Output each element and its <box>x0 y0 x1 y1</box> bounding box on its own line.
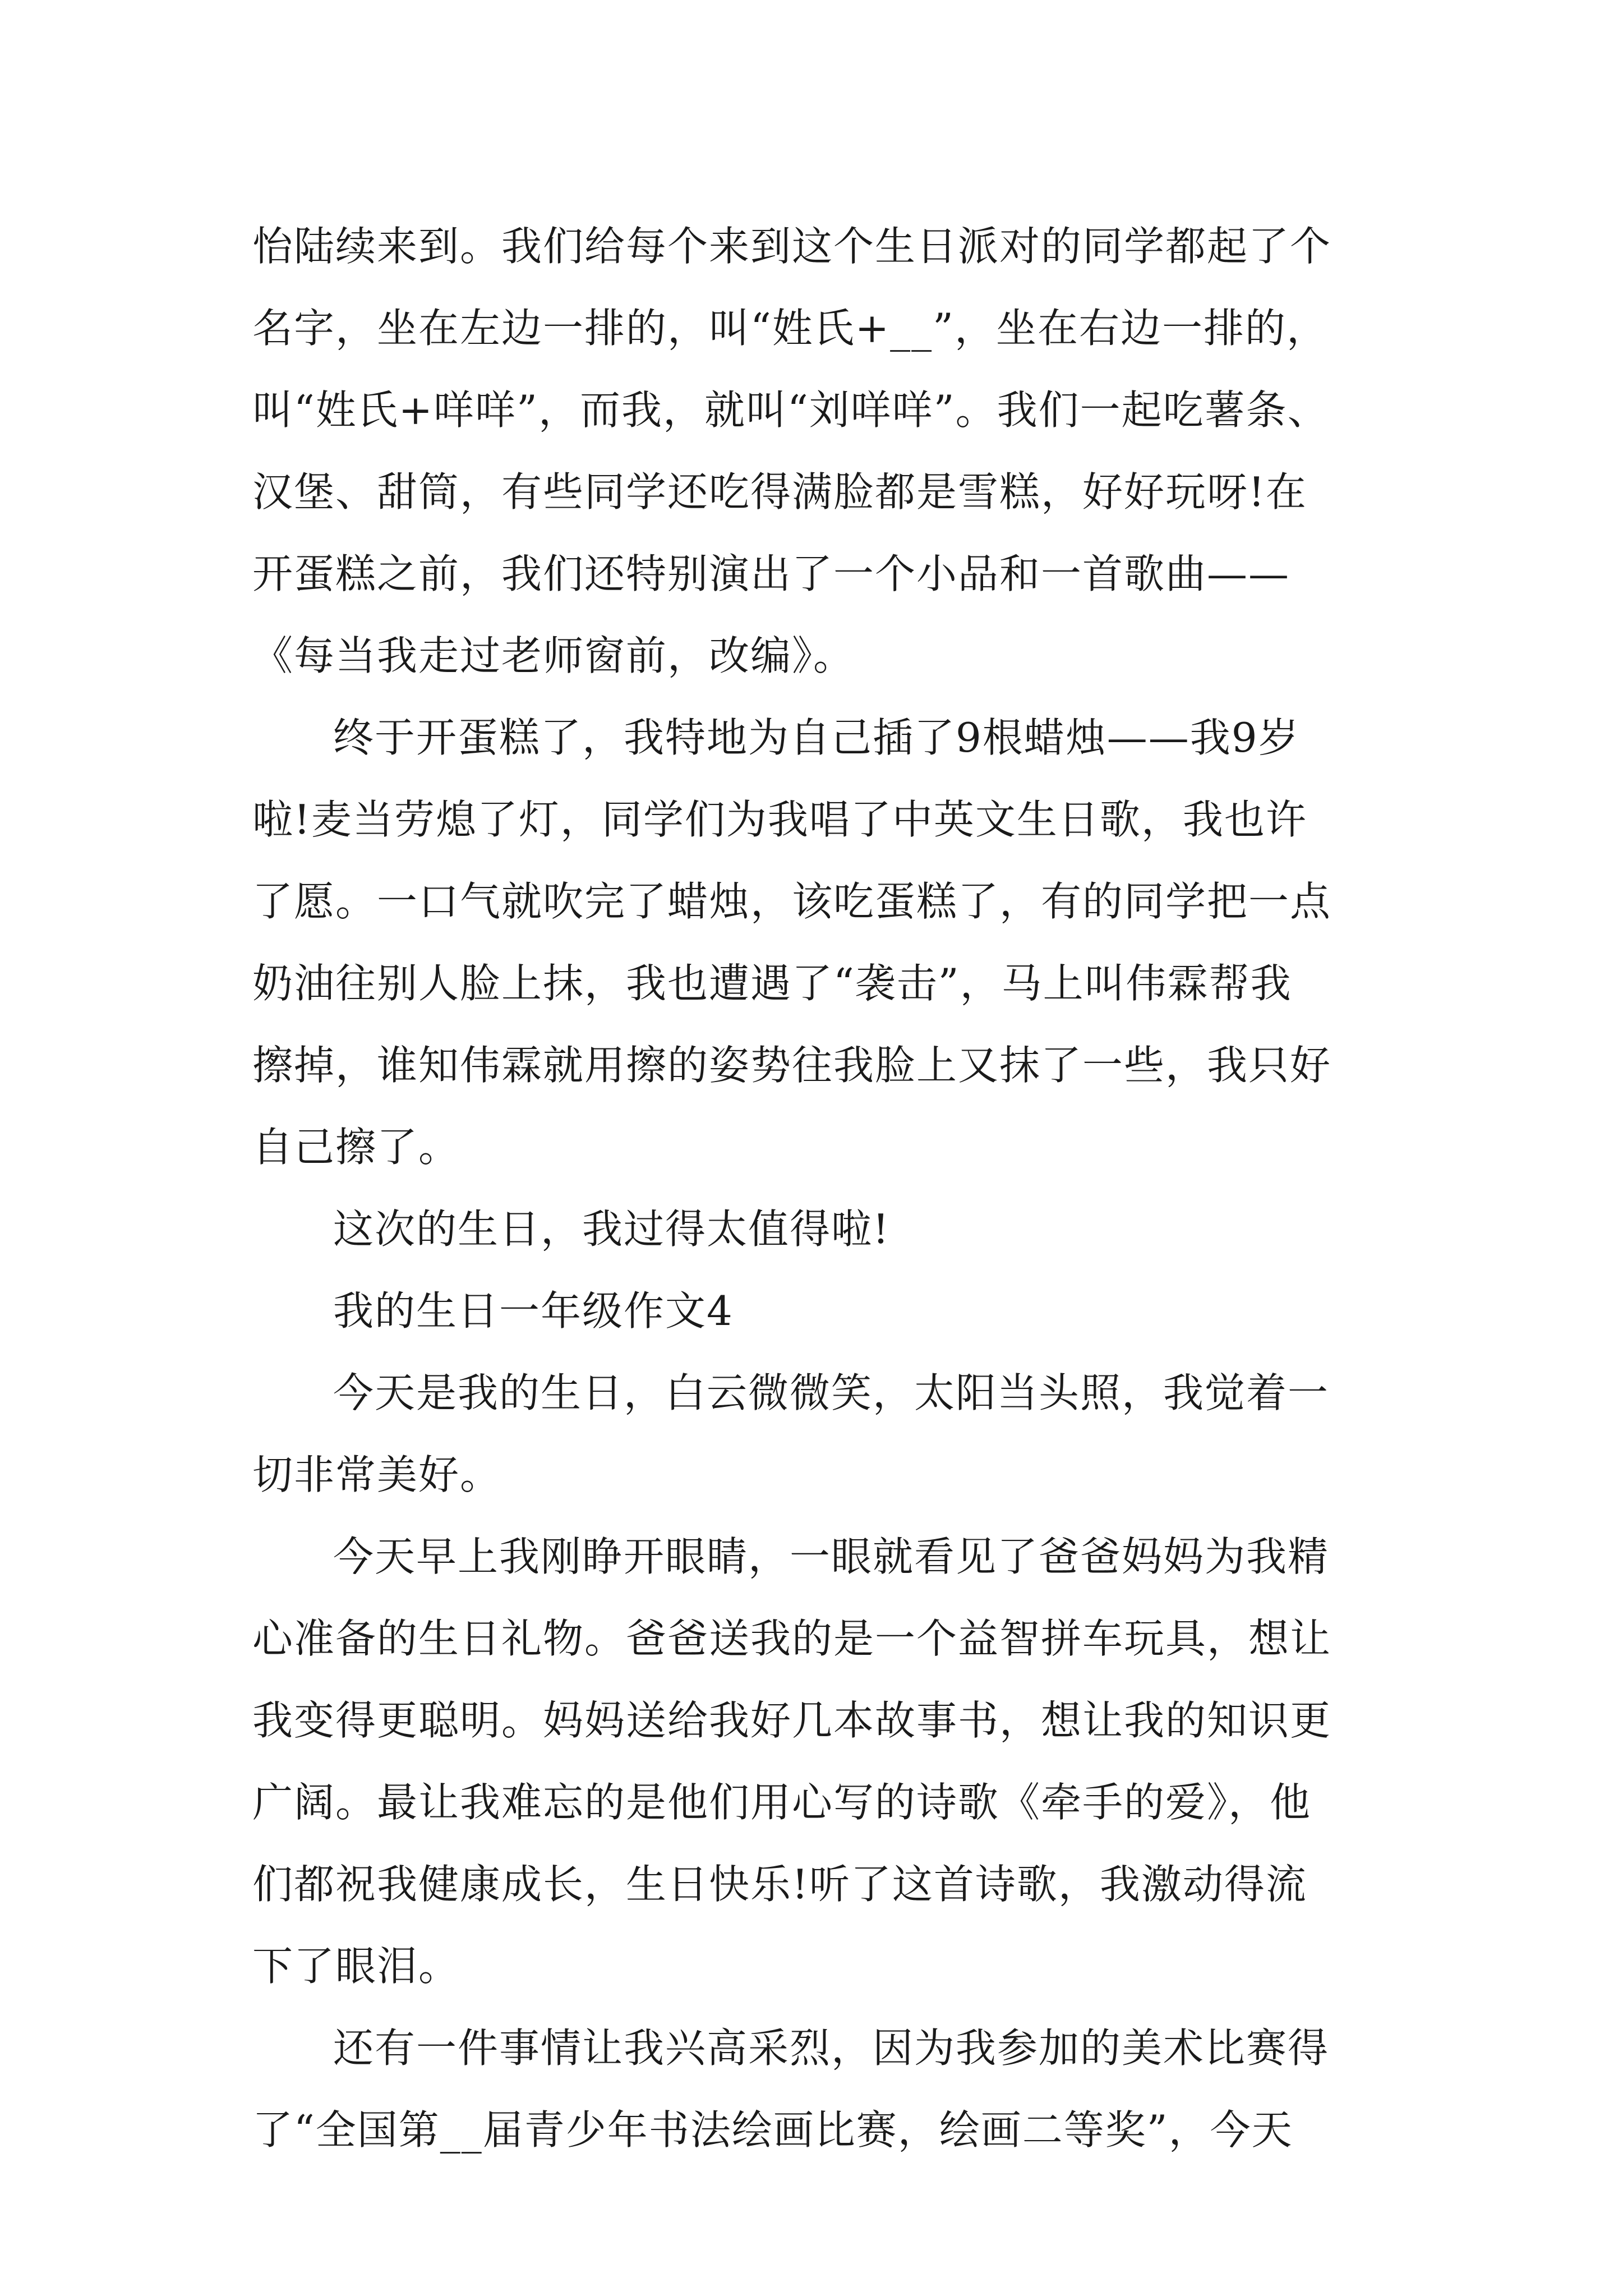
text-line: 今天早上我刚睁开眼睛，一眼就看见了爸爸妈妈为我精 <box>333 1533 1330 1580</box>
paragraph-5 <box>252 1352 1408 1516</box>
text-line: 们都祝我健康成长，生日快乐!听了这首诗歌，我激动得流 <box>252 1861 1307 1908</box>
text-line: 这次的生日，我过得太值得啦! <box>333 1205 890 1253</box>
text-line: 奶油往别人脸上抹，我也遭遇了“袭击”，马上叫伟霖帮我 <box>252 960 1292 1007</box>
paragraph-3 <box>252 1188 1408 1270</box>
text-line: 汉堡、甜筒，有些同学还吃得满脸都是雪糕，好好玩呀!在 <box>252 468 1307 516</box>
text-line: 怡陆续来到。我们给每个来到这个生日派对的同学都起了个 <box>252 223 1332 270</box>
text-line: 广阔。最让我难忘的是他们用心写的诗歌《牵手的爱》，他 <box>252 1779 1312 1826</box>
text-line: 自己擦了。 <box>252 1124 460 1171</box>
text-line: 切非常美好。 <box>252 1451 502 1498</box>
paragraph-2 <box>252 697 1408 1188</box>
paragraph-1 <box>252 205 1408 697</box>
text-line: 叫“姓氏+咩咩”，而我，就叫“刘咩咩”。我们一起吃薯条、 <box>252 386 1329 434</box>
text-line: 了愿。一口气就吹完了蜡烛，该吃蛋糕了，有的同学把一点 <box>252 878 1332 925</box>
text-line: 下了眼泪。 <box>252 1943 460 1990</box>
text-line: 开蛋糕之前，我们还特别演出了一个小品和一首歌曲—— <box>252 550 1290 597</box>
text-line: 《每当我走过老师窗前，改编》。 <box>252 632 855 679</box>
text-line: 啦!麦当劳熄了灯，同学们为我唱了中英文生日歌，我也许 <box>252 796 1307 843</box>
text-line: 了“全国第__届青少年书法绘画比赛，绘画二等奖”，今天 <box>252 2106 1293 2154</box>
section-heading <box>252 1270 1408 1352</box>
text-line: 心准备的生日礼物。爸爸送我的是一个益智拼车玩具，想让 <box>252 1615 1332 1662</box>
text-line: 还有一件事情让我兴高采烈，因为我参加的美术比赛得 <box>333 2024 1330 2072</box>
heading-line: 我的生日一年级作文4 <box>333 1287 734 1335</box>
document-body <box>252 205 1408 2171</box>
text-line: 我变得更聪明。妈妈送给我好几本故事书，想让我的知识更 <box>252 1697 1332 1744</box>
text-line: 终于开蛋糕了，我特地为自己插了9根蜡烛——我9岁 <box>333 714 1300 761</box>
text-line: 擦掉，谁知伟霖就用擦的姿势往我脸上又抹了一些，我只好 <box>252 1042 1332 1089</box>
paragraph-6 <box>252 1516 1408 2007</box>
text-line: 今天是我的生日，白云微微笑，太阳当头照，我觉着一 <box>333 1369 1330 1416</box>
paragraph-7 <box>252 2007 1408 2171</box>
text-line: 名字，坐在左边一排的，叫“姓氏+__”，坐在右边一排的， <box>252 305 1328 352</box>
